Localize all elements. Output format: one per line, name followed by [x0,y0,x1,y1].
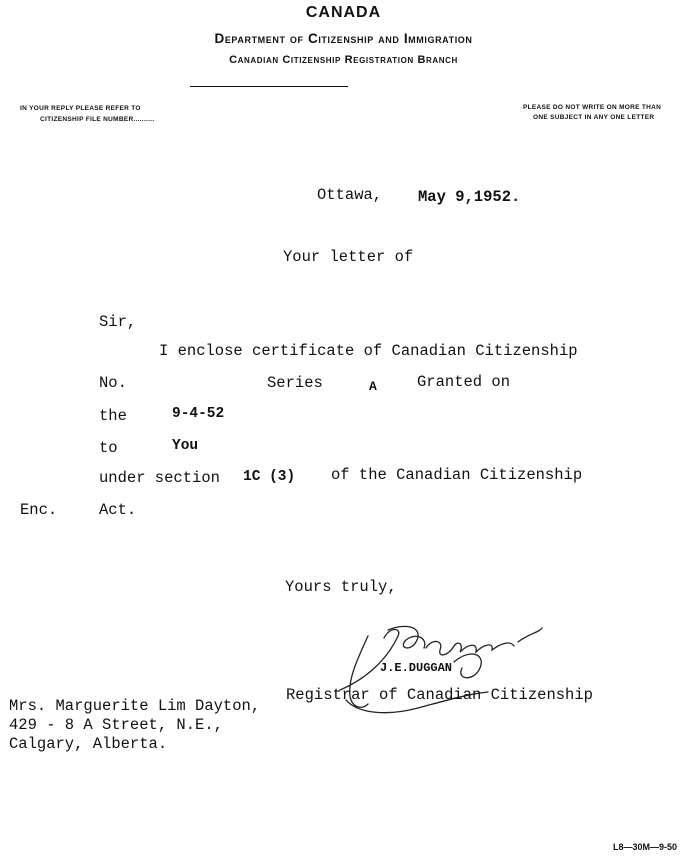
under-section: under section [99,469,220,487]
series-label: Series [267,374,323,392]
of-the-act: of the Canadian Citizenship [331,466,583,484]
place: Ottawa, [317,186,383,204]
no-label: No. [99,374,127,392]
section-value: 1C (3) [243,469,296,485]
letterhead-branch: Canadian Citizenship Registration Branch [229,54,458,66]
recipient-line-3: Calgary, Alberta. [9,735,168,753]
letterhead-department: Department of Citizenship and Immigration [214,31,473,46]
series-value: A [369,379,377,394]
enclose-line: I enclose certificate of Canadian Citizenship [159,342,578,360]
signer-title: Registrar of Canadian Citizenship [286,686,593,704]
subject-note-line-2: ONE SUBJECT IN ANY ONE LETTER [533,114,655,121]
to-label: to [99,439,118,457]
enclosure-mark: Enc. [20,501,58,519]
salutation: Sir, [99,313,137,331]
letterhead-country: CANADA [305,4,382,21]
form-code: L8—30M—9-50 [613,842,678,852]
reply-note-line-2: CITIZENSHIP FILE NUMBER.......... [40,116,155,123]
granted-date: 9-4-52 [172,406,225,422]
act-word: Act. [99,501,137,519]
letter-date: May 9,1952. [418,188,521,206]
letterhead-rule [190,86,348,87]
reply-note-line-1: IN YOUR REPLY PLEASE REFER TO [20,105,141,112]
signer-name: J.E.DUGGAN [380,661,453,675]
the-label: the [99,407,127,425]
subject-note-line-1: PLEASE DO NOT WRITE ON MORE THAN [523,104,662,111]
granted-on: Granted on [417,373,511,391]
recipient-line-2: 429 - 8 A Street, N.E., [9,716,223,734]
to-value: You [172,438,199,454]
your-letter-of: Your letter of [283,248,414,266]
closing: Yours truly, [285,578,397,596]
recipient-line-1: Mrs. Marguerite Lim Dayton, [9,697,261,715]
